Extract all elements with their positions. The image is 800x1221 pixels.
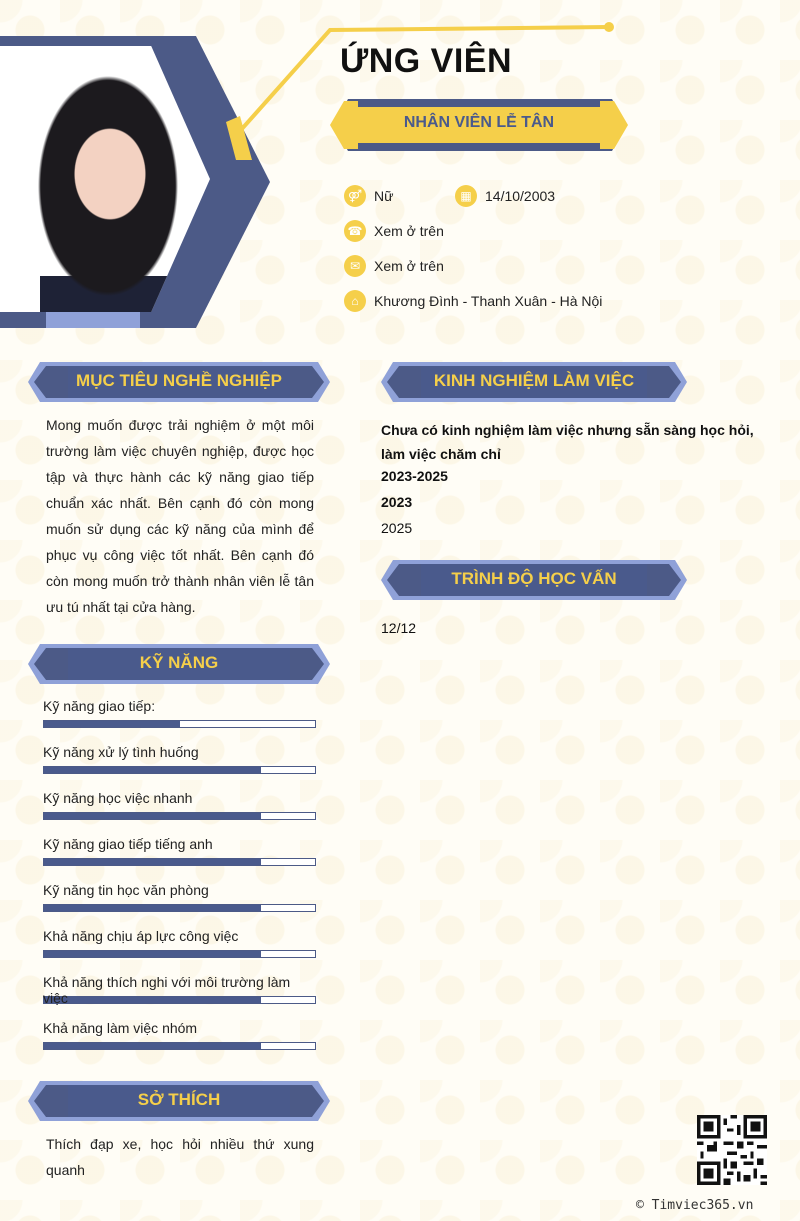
skill-item [43, 928, 316, 958]
skill-level-bar [43, 904, 316, 912]
skill-label: Kỹ năng giao tiếp: [43, 698, 156, 714]
skill-label: Khả năng làm việc nhóm [43, 1020, 198, 1036]
email-value: Xem ở trên [374, 258, 444, 274]
phone-row [344, 220, 444, 242]
experience-year-2: 2025 [381, 520, 413, 536]
candidate-name: ỨNG VIÊN [340, 42, 513, 80]
skill-label: Kỹ năng tin học văn phòng [43, 882, 209, 898]
address-value: Khương Đình - Thanh Xuân - Hà Nội [374, 293, 603, 309]
skill-level-fill [44, 767, 261, 773]
phone-value: Xem ở trên [374, 223, 444, 239]
skill-level-fill [44, 813, 261, 819]
skill-item [43, 1020, 316, 1050]
skill-label: Kỹ năng học việc nhanh [43, 790, 193, 806]
skill-level-fill [44, 859, 261, 865]
email-row [344, 255, 444, 277]
photo-band [46, 312, 140, 328]
gender-row [344, 185, 393, 207]
experience-period: 2023-2025 [381, 468, 448, 484]
hobbies-text: Thích đạp xe, học hỏi nhiều thứ xung quanh [46, 1136, 314, 1178]
skill-label: Kỹ năng xử lý tình huống [43, 744, 199, 760]
gender-icon: ⚤ [344, 185, 366, 207]
skill-item [43, 882, 316, 912]
skill-label: Khả năng thích nghi với môi trường làm việc [43, 974, 291, 1006]
skill-level-fill [44, 905, 261, 911]
skill-item [43, 790, 316, 820]
skill-level-fill [44, 1043, 261, 1049]
envelope-icon: ✉ [344, 255, 366, 277]
position-title: NHÂN VIÊN LỄ TÂN [403, 114, 555, 131]
gender-value: Nữ [374, 188, 394, 204]
skill-item [43, 698, 316, 728]
experience-description: Chưa có kinh nghiệm làm việc nhưng sẵn sàng học hỏi, làm việc chăm chỉ [381, 422, 754, 462]
skills-title: KỸ NĂNG [139, 653, 219, 672]
skill-label: Kỹ năng giao tiếp tiếng anh [43, 836, 213, 852]
qr-code [697, 1115, 767, 1185]
skill-item [43, 836, 316, 866]
address-row [344, 290, 602, 312]
skill-level-bar [43, 1042, 316, 1050]
skill-level-bar [43, 950, 316, 958]
hobbies-title: SỞ THÍCH [137, 1090, 221, 1109]
phone-icon: ☎ [344, 220, 366, 242]
objective-text: Mong muốn được trải nghiệm ở một môi trường làm việc chuyên nghiệp, được học tập và thực hành các kỹ năng giao tiếp chuẩn xác nhất. Bên cạnh đó còn mong muốn sử dụng các kỹ năng của mình để phục vụ công việc tốt nhất. Bên cạnh đó còn mong muốn trở thành nhân viên lễ tân ưu tú nhất tại cửa hàng. [46, 417, 314, 615]
experience-year-1: 2023 [381, 494, 413, 510]
home-icon: ⌂ [344, 290, 366, 312]
experience-title: KINH NGHIỆM LÀM VIỆC [433, 371, 635, 390]
skill-level-fill [44, 721, 180, 727]
birthdate-row [455, 185, 555, 207]
calendar-icon: ▦ [455, 185, 477, 207]
skill-level-bar [43, 812, 316, 820]
birthdate-value: 14/10/2003 [485, 188, 556, 204]
education-value: 12/12 [381, 620, 417, 636]
objective-title: MỤC TIÊU NGHỀ NGHIỆP [76, 371, 282, 390]
skill-level-bar [43, 720, 316, 728]
skill-item [43, 974, 316, 1004]
footer-brand: © Timviec365.vn [636, 1198, 754, 1213]
skill-label: Khả năng chịu áp lực công việc [43, 928, 239, 944]
skill-level-fill [44, 997, 261, 1003]
skill-item [43, 744, 316, 774]
skill-level-bar [43, 858, 316, 866]
skill-level-bar [43, 766, 316, 774]
skill-level-bar [43, 996, 316, 1004]
education-title: TRÌNH ĐỘ HỌC VẤN [451, 569, 617, 588]
skill-level-fill [44, 951, 261, 957]
